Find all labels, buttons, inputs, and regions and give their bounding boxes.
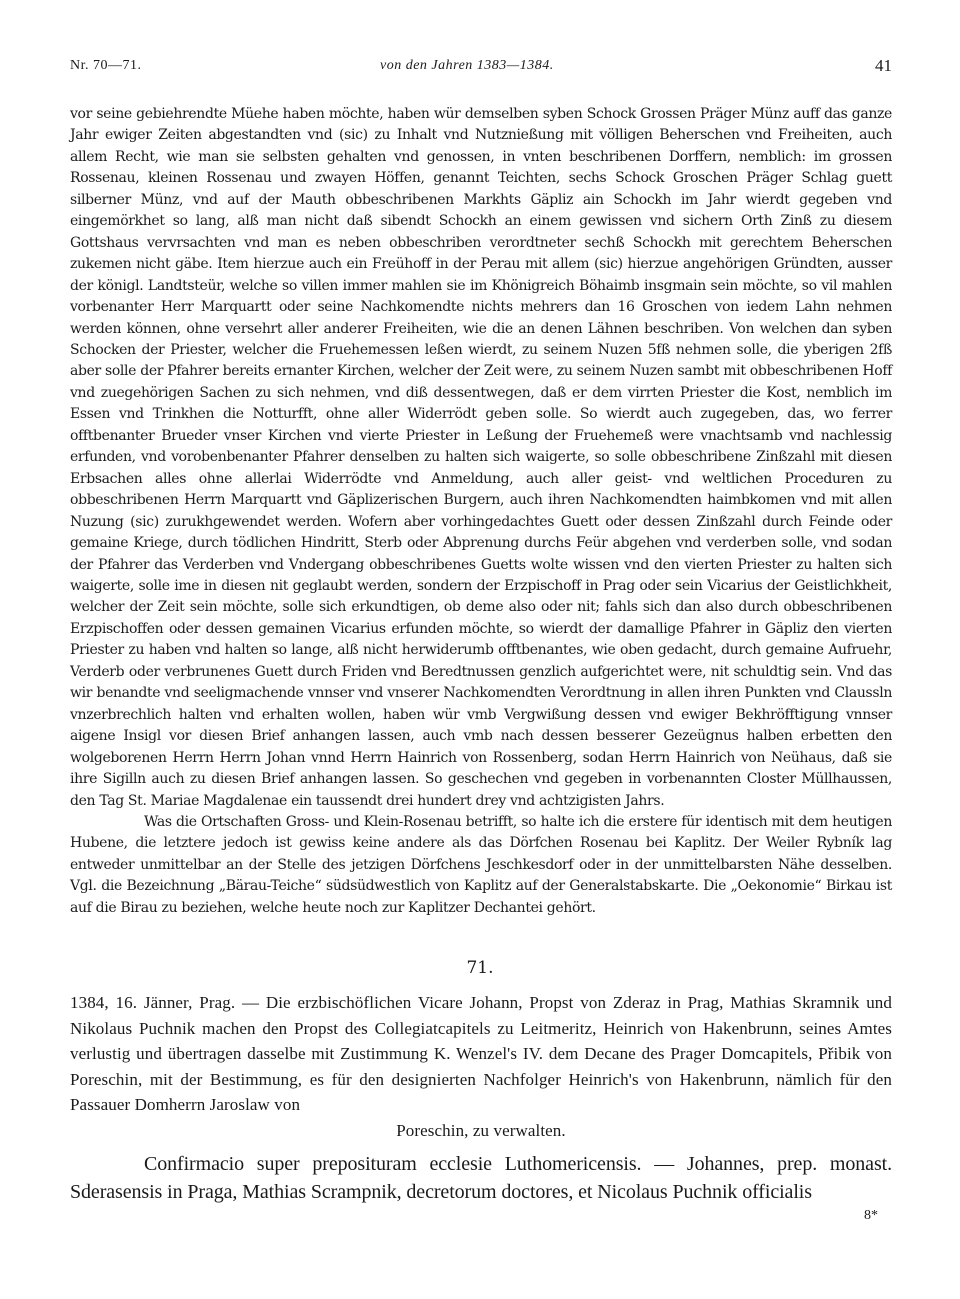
page-number: 41 xyxy=(875,56,892,75)
signature-mark: 8* xyxy=(864,1208,878,1223)
regest-summary xyxy=(70,990,892,1143)
header-years-title: von den Jahren 1383—1384. xyxy=(380,58,554,73)
document-number-heading: 71. xyxy=(466,958,494,978)
editor-note-paragraph: Was die Ortschaften Gross- und Klein-Rosenau betrifft, so halte ich die erstere für identisch mit dem heutigen Hubene, die letztere jedoch ist gewiss keine andere als das Dörfchen Rosenau bei Kaplitz. Der Weiler Rybník lag entweder unmittelbar an der Stelle des jetzigen Dörfchens Jeschkesdorf oder in der unmittelbarsten Nähe desselben. Vgl. die Bezeichnung „Bärau-Teiche“ südsüdwestlich von Kaplitz auf der Generalstabskarte. Die „Oekonomie“ Birkau ist auf die Birau zu beziehen, welche heute noch zur Kaplitzer Dechantei gehört. xyxy=(70,813,892,916)
regest-text: 1384, 16. Jänner, Prag. — Die erzbischöflichen Vicare Johann, Propst von Zderaz in Prag, Mathias Skramnik und Nikolaus Puchnik machen den Propst des Collegiatcapitels zu Leitmeritz, Heinrich von Hakenbrunn, seines Amtes verlustig und übertragen dasselbe mit Zustimmung K. Wenzel's IV. dem Decane des Prager Domcapitels, Přibik von Poreschin, mit der Bestimmung, es für den designierten Nachfolger Heinrich's von Hakenbrunn, nämlich für den Passauer Domherrn Jaroslaw von xyxy=(70,993,892,1114)
latin-charter-text xyxy=(70,1150,892,1206)
document-body xyxy=(70,104,892,919)
running-header xyxy=(70,56,892,84)
regest-last-line: Poreschin, zu verwalten. xyxy=(396,1120,566,1140)
charter-text-paragraph: vor seine gebiehrendte Müehe haben möchte, haben wür demselben syben Schock Grossen Präger Münz auff das ganze Jahr ewiger Zeiten abgestandten vnd (sic) zu Inhalt vnd Nutznießung mit völligen Beherschen vnd Freiheiten, auch allem Recht, wie man sie selbsten gehalten vnd genossen, in vnten beschribenen Dorffern, nemblich: im grossen Rossenau, kleinen Rossenau und zwayen Höffen, genannt Teichten, sechs Schock Groschen Präger Schlag guett silberner Münz, vnd auf der Mauth obbeschribenen Markhts Gäpliz ain Schockh im Jahr wierdt gegeben vnd eingemörkhet so lang, alß man nicht daß sibendt Schockh an einem gewissen vnd sichern Orth Zinß zu diesem Gottshaus vervrsachten vnd man es neben obbeschriben verordtneter sechß Schockh mit gerechtem Beherschen zukemen nicht gäbe. Item hierzue auch ein Freühoff in der Perau mit allem (sic) hierzue angehörigen Gründten, ausser der königl. Landtsteür, welche so villen immer mahlen sie im Khönigreich Böhaimb insgmain sein möchte, so vil mahlen vorbenanter Herr Marquartt oder seine Nachkomendte nichts mehrers dan 16 Groschen von iedem Lahn nehmen werden können, ohne versehrt aller anderer Freiheiten, wie die an denen Lähnen beschriben. Von welchen dan syben Schocken der Priester, welcher die Fruehemessen leßen wierdt, zu seinem Nuzen 5fß nehmen solle, die yberigen 2fß aber solle der Pfahrer bereits ernanter Kirchen, welcher der Zeit were, zu seinem Nuzen sambt mit obbeschribenen Hoff vnd zuegehörigen Sachen zu sich nehmen, vnd diß dessentwegen, daß er dem virrten Priester die Kost, nemblich im Essen vnd Trinkhen die Notturfft, ohne aller Widerrödt geben solle. So wierdt auch zugegeben, das, wo ferrer offtbenanter Brueder vnser Kirchen vnd vierte Priester in Leßung der Fruehemeß were vnachtsamb vnd nachlessig erfunden, vnd vorobenbenanter Pfahrer denselben zu halten sich waigerte, so solle obbeschribene Zinßzahl mit diesen Erbsachen alles ohne allerlai Widerrödte vnd Anmeldung, auch aller geist- vnd weltlichen Proceduren zu obbeschribenen Herrn Marquartt vnd Gäplizerischen Burgern, auch ihren Nachkomendten haimbkomen vnd mit allen Nuzung (sic) zurukhgewendet werden. Wofern aber vorhingedachtes Guett oder dessen Zinßzahl durch Feinde oder gemaine Kriege, durch tödlichen Hindritt, Sterb oder Abprenung durchs Feür abgehen vnd verderben solle, vnd sodan der Pfahrer das Verderben vnd Vndergang obbeschribenes Guetts wolte wissen vnd den vierten Priester zu halten sich waigerte, solle ime in diesen nit geglaubt werden, sondern der Erzpischoff in Prag oder sein Vicarius der Geistlichkheit, welcher der Zeit sein möchte, solle sich erkundtigen, ob deme also oder nit; fahls sich dan also durch obbeschribenen Erzpischoffen oder dessen gemainen Vicarius erfunden möchte, so wierdt der damallige Pfahrer in Gäpliz den vierten Priester zu haben vnd halten so lange, alß nicht herwiderumb offtbenantes, wie oben gedacht, durch gemaine Aufruehr, Verderb oder verbrunenes Guett durch Friden vnd Beredtnussen genzlich aufgerichtet were, nit schuldtig sein. Vnd das wir benandte vnd seeligmachende vnnser vnd vnserer Nachkomendten Verordtnung in allen ihren Punkten vnd Claussln vnzerbrechlich halten vnd erhalten wollen, haben wür vmb Vergwißung dessen vnd ewiger Bekhröfftigung vnnser aigene Insigl vor diesen Brief anhangen lassen, auch vmb nach dessen besserer Gezeügnus halben erbetten den wolgeborenen Herrn Herrn Johan vnnd Herrn Hainrich von Rossenberg, sodan Herrn Hainrich von Neühaus, daß sie ihre Sigilln auch zu diesen Brief anhangen lassen. So geschechen vnd gegeben in vorbenannten Closter Müllhaussen, den Tag St. Mariae Magdalenae ein taussendt drei hundert drey vnd achtzigisten Jahrs. xyxy=(70,106,892,809)
latin-text-paragraph: Confirmacio super preposituram ecclesie Luthomericensis. — Johannes, prep. monast. Sderasensis in Praga, Mathias Scrampnik, decretorum doctores, et Nicolaus Puchnik officialis xyxy=(70,1153,892,1203)
header-document-range: Nr. 70—71. xyxy=(70,58,142,73)
